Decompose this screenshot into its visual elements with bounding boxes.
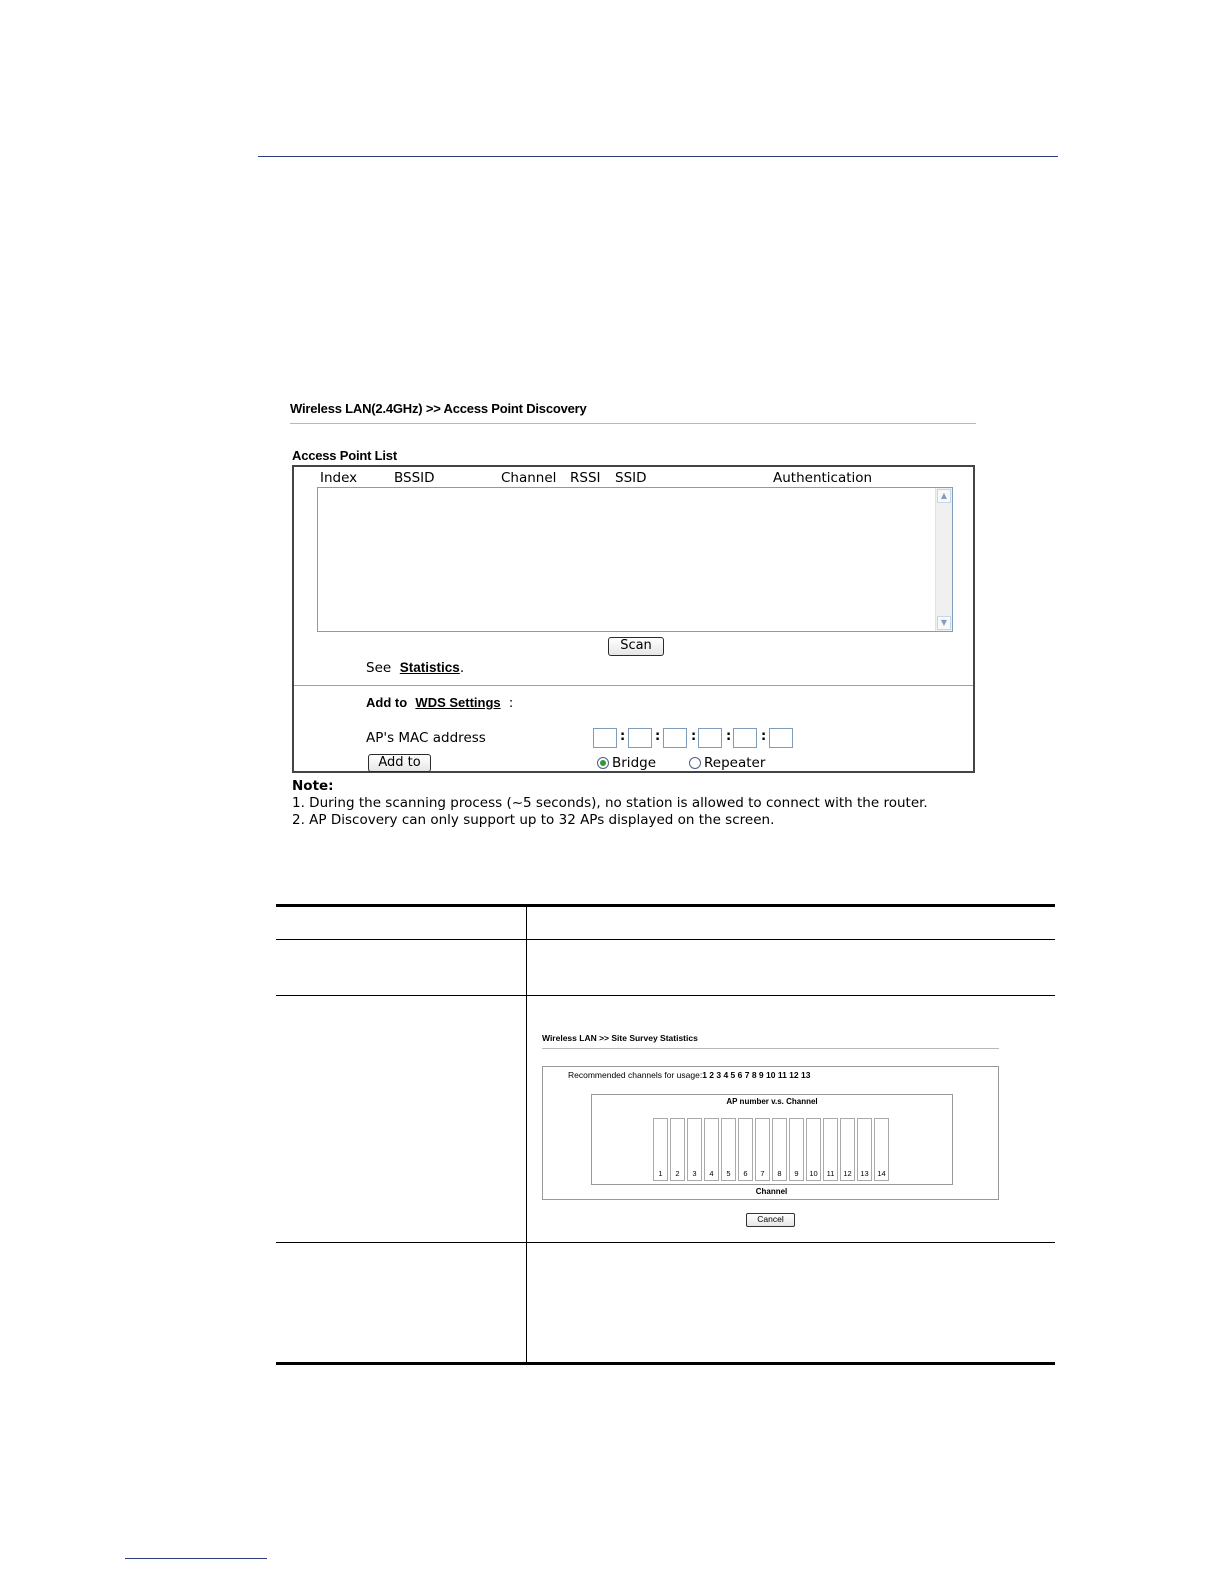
page-title: Wireless LAN(2.4GHz) >> Access Point Discovery: [290, 401, 587, 416]
section-divider: [294, 685, 973, 686]
column-header-ssid: SSID: [615, 470, 647, 486]
add-to-button[interactable]: Add to: [368, 754, 431, 772]
title-divider: [290, 423, 976, 424]
column-header-rssi: RSSI: [570, 470, 601, 486]
access-point-discovery-screenshot: [288, 398, 980, 838]
channel-column-1: [653, 1118, 668, 1181]
channel-tick-label: 13: [860, 1169, 869, 1178]
channel-column-3: [687, 1118, 702, 1181]
repeater-radio[interactable]: [689, 757, 701, 769]
channel-tick-label: 8: [777, 1169, 782, 1178]
channel-column-13: [857, 1118, 872, 1181]
channel-column-2: [670, 1118, 685, 1181]
note-line-1: 1. During the scanning process (~5 seconds), no station is allowed to connect with the router.: [292, 795, 928, 811]
wds-settings-link[interactable]: WDS Settings: [415, 695, 501, 710]
note-line-2: 2. AP Discovery can only support up to 32 APs displayed on the screen.: [292, 812, 775, 828]
mac-octet-1-input[interactable]: [593, 728, 617, 748]
table-top-rule: [276, 904, 1055, 907]
recommended-label: Recommended channels for usage:: [568, 1070, 703, 1080]
mac-octet-3-input[interactable]: [663, 728, 687, 748]
channel-tick-label: 7: [760, 1169, 765, 1178]
mac-octet-5-input[interactable]: [733, 728, 757, 748]
column-header-channel: Channel: [501, 470, 557, 486]
chart-title: AP number v.s. Channel: [726, 1097, 818, 1106]
channel-tick-label: 12: [843, 1169, 852, 1178]
mac-colon: :: [761, 729, 767, 744]
access-point-list-label: Access Point List: [292, 448, 397, 463]
channel-tick-label: 2: [675, 1169, 680, 1178]
channel-tick-label: 14: [877, 1169, 886, 1178]
channel-column-5: [721, 1118, 736, 1181]
mac-octet-6-input[interactable]: [769, 728, 793, 748]
add-to-wds-line: [366, 695, 513, 711]
channel-tick-label: 11: [826, 1169, 835, 1178]
repeater-label: Repeater: [704, 755, 766, 771]
statistics-title-divider: [542, 1048, 999, 1049]
listbox-scrollbar[interactable]: [935, 488, 952, 631]
channel-tick-label: 5: [726, 1169, 731, 1178]
channel-column-6: [738, 1118, 753, 1181]
channel-column-11: [823, 1118, 838, 1181]
note-heading: Note:: [292, 778, 334, 794]
site-survey-statistics-screenshot: [538, 1028, 1003, 1230]
header-rule: [258, 156, 1058, 157]
statistics-period: .: [459, 660, 465, 676]
mac-colon: :: [620, 729, 626, 744]
channel-tick-label: 6: [743, 1169, 748, 1178]
channel-tick-label: 4: [709, 1169, 714, 1178]
channel-column-7: [755, 1118, 770, 1181]
scroll-up-icon[interactable]: ▲: [937, 489, 951, 503]
channel-column-9: [789, 1118, 804, 1181]
table-row-rule: [276, 1242, 1055, 1243]
footer-rule: [125, 1558, 267, 1559]
scan-button[interactable]: Scan: [608, 637, 664, 656]
access-point-list-panel: [292, 465, 975, 773]
table-bottom-rule: [276, 1362, 1055, 1365]
mac-colon: :: [691, 729, 697, 744]
see-statistics-line: [366, 660, 464, 676]
ap-channel-chart: [591, 1094, 953, 1185]
bridge-label: Bridge: [612, 755, 657, 771]
recommended-channels: 1 2 3 4 5 6 7 8 9 10 11 12 13: [702, 1070, 811, 1080]
scroll-down-icon[interactable]: ▼: [937, 616, 951, 630]
bridge-radio[interactable]: [597, 757, 609, 769]
channel-tick-label: 9: [794, 1169, 799, 1178]
statistics-panel: [542, 1066, 999, 1200]
channel-column-10: [806, 1118, 821, 1181]
access-point-listbox[interactable]: [317, 487, 953, 632]
table-row-rule: [276, 995, 1055, 996]
column-header-bssid: BSSID: [394, 470, 435, 486]
channel-column-12: [840, 1118, 855, 1181]
chart-x-axis-label: Channel: [755, 1187, 788, 1196]
statistics-link[interactable]: Statistics: [399, 660, 460, 675]
add-to-colon: :: [508, 696, 514, 711]
radio-selected-dot: [600, 760, 606, 766]
channel-column-14: [874, 1118, 889, 1181]
mac-colon: :: [726, 729, 732, 744]
table-row-rule: [276, 939, 1055, 940]
table-column-divider: [526, 905, 527, 1364]
mac-colon: :: [655, 729, 661, 744]
mac-octet-4-input[interactable]: [698, 728, 722, 748]
add-to-text: Add to: [366, 695, 408, 710]
cancel-button[interactable]: Cancel: [746, 1213, 795, 1227]
column-header-authentication: Authentication: [773, 470, 873, 486]
see-text: See: [366, 660, 392, 676]
channel-column-4: [704, 1118, 719, 1181]
mac-octet-2-input[interactable]: [628, 728, 652, 748]
channel-column-8: [772, 1118, 787, 1181]
mac-address-label: AP's MAC address: [366, 730, 486, 746]
channel-tick-label: 10: [809, 1169, 818, 1178]
recommended-channels-line: [568, 1070, 810, 1080]
channel-tick-label: 3: [692, 1169, 697, 1178]
column-header-index: Index: [320, 470, 358, 486]
statistics-title: Wireless LAN >> Site Survey Statistics: [542, 1033, 698, 1043]
channel-tick-label: 1: [658, 1169, 663, 1178]
